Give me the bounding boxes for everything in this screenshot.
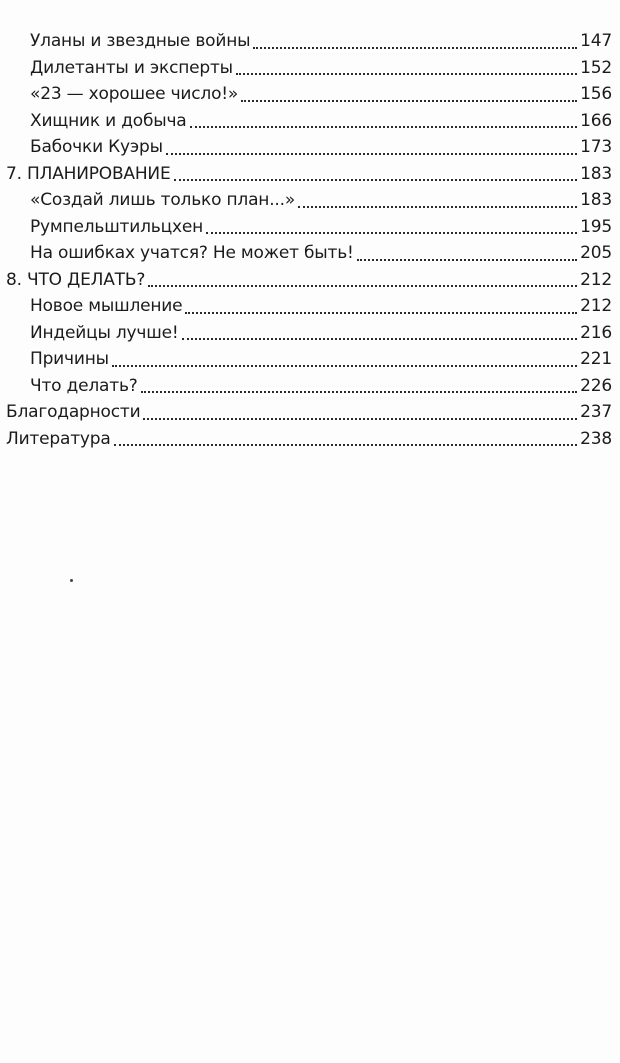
dot-leader [241, 94, 577, 102]
toc-page-number: 166 [580, 110, 612, 131]
toc-page-number: 237 [580, 402, 612, 422]
toc-page-number: 183 [580, 163, 612, 184]
toc-entry-title: Новое мышление [30, 296, 183, 316]
toc-subentry [0, 111, 612, 138]
toc-page-number: 152 [580, 57, 612, 78]
toc-subentry [0, 217, 612, 244]
toc-entry [0, 164, 612, 191]
toc-entry-title: Благодарности [6, 402, 141, 422]
toc-subentry [0, 376, 612, 403]
toc-subentry [0, 243, 612, 270]
dot-leader [112, 359, 577, 367]
toc-page-number: 221 [580, 349, 612, 369]
print-speck [70, 579, 73, 582]
toc-subentry [0, 31, 612, 58]
dot-leader [182, 332, 578, 340]
toc-entry-title: Причины [30, 349, 109, 369]
dot-leader [185, 306, 577, 314]
toc-page-number: 226 [580, 375, 612, 396]
toc-subentry [0, 323, 612, 350]
dot-leader [236, 67, 577, 75]
toc-page-number: 205 [580, 243, 612, 263]
dot-leader [190, 120, 578, 128]
toc-page-number: 156 [580, 84, 612, 104]
toc-entry-title: Бабочки Куэры [30, 137, 163, 157]
dot-leader [357, 253, 577, 261]
dot-leader [148, 279, 577, 287]
dot-leader [253, 41, 577, 49]
dot-leader [298, 200, 577, 208]
dot-leader [166, 147, 577, 155]
toc-entry [0, 402, 612, 429]
toc-entry-title: Хищник и добыча [30, 110, 187, 131]
toc-subentry [0, 190, 612, 217]
toc-entry-title: 8. ЧТО ДЕЛАТЬ? [6, 269, 146, 290]
toc-page-number: 147 [580, 31, 612, 51]
toc-page-number: 238 [580, 428, 612, 449]
table-of-contents [0, 31, 612, 455]
dot-leader [114, 438, 578, 446]
toc-subentry [0, 84, 612, 111]
toc-subentry [0, 137, 612, 164]
toc-entry-title: Дилетанты и эксперты [30, 57, 233, 78]
toc-page-number: 212 [580, 296, 612, 316]
toc-entry-title: На ошибках учатся? Не может быть! [30, 243, 354, 263]
toc-entry-title: Что делать? [30, 375, 138, 396]
dot-leader [174, 173, 578, 181]
dot-leader [141, 385, 578, 393]
toc-entry-title: Литература [6, 428, 111, 449]
toc-page-number: 212 [580, 269, 612, 290]
toc-subentry [0, 349, 612, 376]
toc-page-number: 173 [580, 137, 612, 157]
toc-page-number: 216 [580, 322, 612, 343]
toc-page-number: 183 [580, 190, 612, 210]
dot-leader [206, 226, 577, 234]
toc-subentry [0, 58, 612, 85]
toc-entry-title: Румпельштильцхен [30, 216, 203, 237]
toc-page-number: 195 [580, 216, 612, 237]
toc-entry-title: «23 — хорошее число!» [30, 84, 239, 104]
toc-entry [0, 429, 612, 456]
toc-entry-title: «Создай лишь только план...» [30, 190, 296, 210]
toc-entry-title: Индейцы лучше! [30, 322, 179, 343]
toc-subentry [0, 296, 612, 323]
toc-entry-title: Уланы и звездные войны [30, 31, 251, 51]
toc-entry-title: 7. ПЛАНИРОВАНИЕ [6, 163, 171, 184]
dot-leader [143, 412, 577, 420]
toc-entry [0, 270, 612, 297]
